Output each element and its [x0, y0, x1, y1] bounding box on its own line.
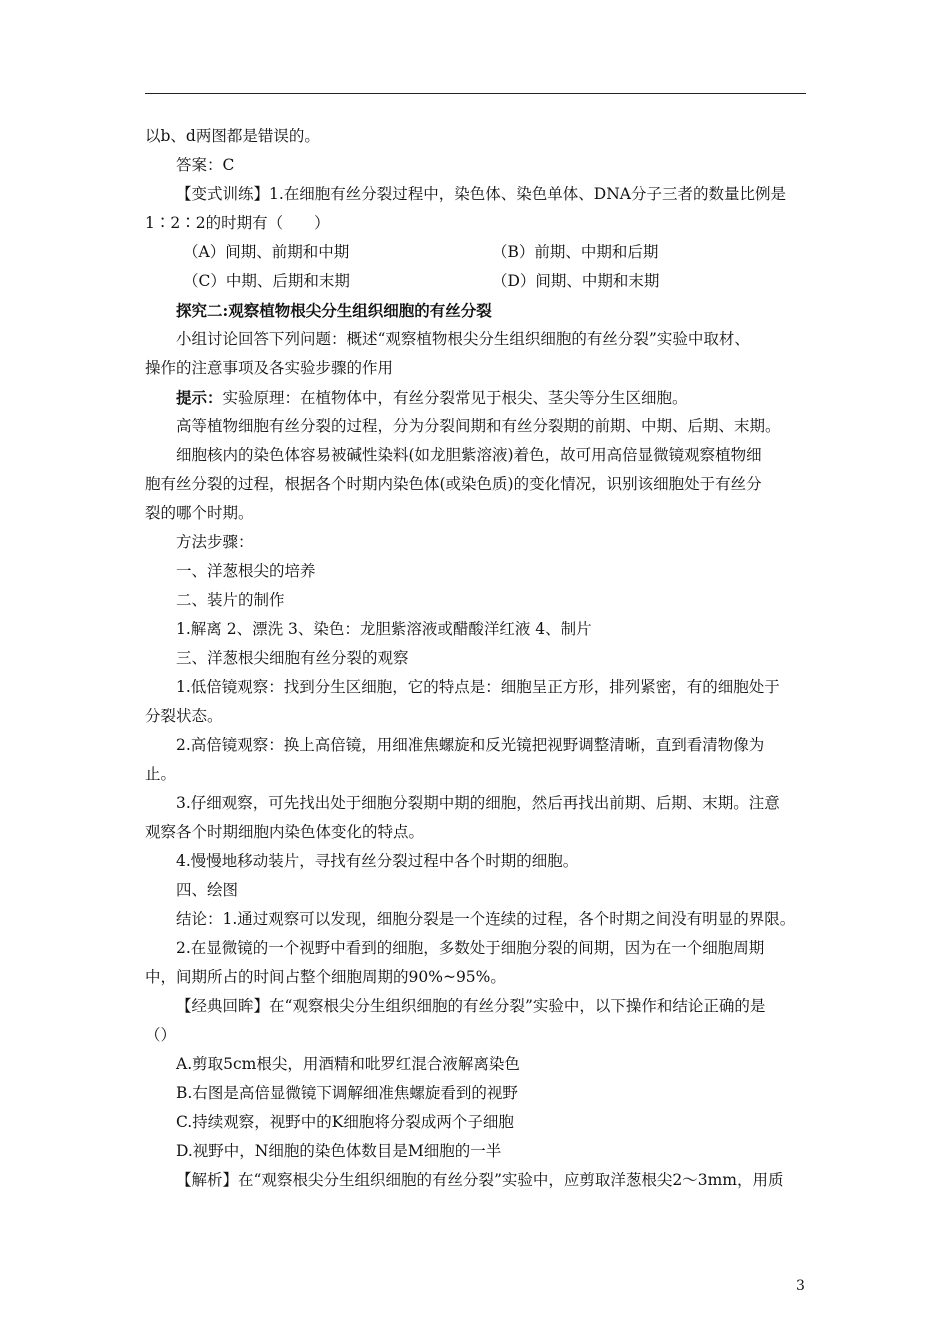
text-line: 1.低倍镜观察：找到分生区细胞，它的特点是：细胞呈正方形，排列紧密，有的细胞处于 — [176, 678, 780, 696]
choice-a: A.剪取5cm根尖，用酒精和吡罗红混合液解离染色 — [176, 1055, 520, 1073]
section-heading: 探究二:观察植物根尖分生组织细胞的有丝分裂 — [176, 301, 492, 320]
hint-line — [145, 383, 811, 412]
choice-d: D.视野中，N细胞的染色体数目是M细胞的一半 — [176, 1142, 502, 1160]
text-line: 胞有丝分裂的过程，根据各个时期内染色体(或染色质)的变化情况，识别该细胞处于有丝分 — [145, 475, 762, 493]
text-line: 观察各个时期细胞内染色体变化的特点。 — [145, 823, 425, 841]
variant-training-tag: 【变式训练】 — [176, 185, 270, 203]
choice-c: C.持续观察，视野中的K细胞将分裂成两个子细胞 — [176, 1113, 514, 1131]
page-content — [145, 122, 811, 1195]
text-line: 裂的哪个时期。 — [145, 504, 254, 522]
text-line: 1.解离 2、漂洗 3、染色：龙胆紫溶液或醋酸洋红液 4、制片 — [176, 620, 592, 638]
text-line: 方法步骤： — [176, 533, 254, 551]
choice-b: B.右图是高倍显微镜下调解细准焦螺旋看到的视野 — [176, 1084, 518, 1102]
text-line: 2.高倍镜观察：换上高倍镜，用细准焦螺旋和反光镜把视野调整清晰，直到看清物像为 — [176, 736, 765, 754]
text-line: 3.仔细观察，可先找出处于细胞分裂期中期的细胞，然后再找出前期、后期、末期。注意 — [176, 794, 780, 812]
analysis-line — [145, 1166, 811, 1195]
text-line: 三、洋葱根尖细胞有丝分裂的观察 — [176, 649, 409, 667]
analysis-text: 在“观察根尖分生组织细胞的有丝分裂”实验中，应剪取洋葱根尖2～3mm，用质 — [238, 1171, 784, 1189]
text-line: 结论：1.通过观察可以发现，细胞分裂是一个连续的过程，各个时期之间没有明显的界限。 — [176, 910, 796, 928]
text-line: 以b、d两图都是错误的。 — [145, 127, 320, 145]
classic-review-question: 在“观察根尖分生组织细胞的有丝分裂”实验中，以下操作和结论正确的是 — [269, 997, 766, 1015]
text-line: 小组讨论回答下列问题：概述“观察植物根尖分生组织细胞的有丝分裂”实验中取材、 — [176, 330, 750, 348]
option-b: （B）前期、中期和后期 — [492, 243, 659, 261]
text-line: 中，间期所占的时间占整个细胞周期的90%~95%。 — [145, 968, 506, 986]
variant-training-line — [145, 180, 811, 209]
classic-review-tag: 【经典回眸】 — [176, 997, 270, 1015]
text-line: 2.在显微镜的一个视野中看到的细胞，多数处于细胞分裂的间期，因为在一个细胞周期 — [176, 939, 765, 957]
text-line: 4.慢慢地移动装片，寻找有丝分裂过程中各个时期的细胞。 — [176, 852, 579, 870]
options-row — [145, 267, 811, 296]
answer-line: 答案：C — [176, 156, 235, 174]
text-line: 高等植物细胞有丝分裂的过程，分为分裂间期和有丝分裂期的前期、中期、后期、末期。 — [176, 417, 781, 435]
text-line: 一、洋葱根尖的培养 — [176, 562, 316, 580]
options-row — [145, 238, 811, 267]
text-line: 细胞核内的染色体容易被碱性染料(如龙胆紫溶液)着色，故可用高倍显微镜观察植物细 — [176, 446, 762, 464]
text-line: 四、绘图 — [176, 881, 239, 899]
classic-review-line — [145, 992, 811, 1021]
option-c: （C）中期、后期和末期 — [183, 272, 350, 290]
page-number: 3 — [796, 1278, 805, 1294]
option-a: （A）间期、前期和中期 — [183, 243, 350, 261]
variant-training-question: 1.在细胞有丝分裂过程中，染色体、染色单体、DNA分子三者的数量比例是 — [269, 185, 786, 203]
text-line: 1∶2∶2的时期有（ ） — [145, 214, 330, 232]
hint-tag: 提示： — [176, 388, 223, 407]
text-line: 止。 — [145, 765, 177, 783]
option-d: （D）间期、中期和末期 — [492, 272, 660, 290]
text-line: 操作的注意事项及各实验步骤的作用 — [145, 359, 394, 377]
hint-text: 实验原理：在植物体中，有丝分裂常见于根尖、茎尖等分生区细胞。 — [222, 389, 688, 407]
text-line: 分裂状态。 — [145, 707, 223, 725]
text-line: （） — [145, 1026, 177, 1044]
header-rule — [145, 93, 806, 94]
analysis-tag: 【解析】 — [176, 1171, 239, 1189]
text-line: 二、装片的制作 — [176, 591, 285, 609]
